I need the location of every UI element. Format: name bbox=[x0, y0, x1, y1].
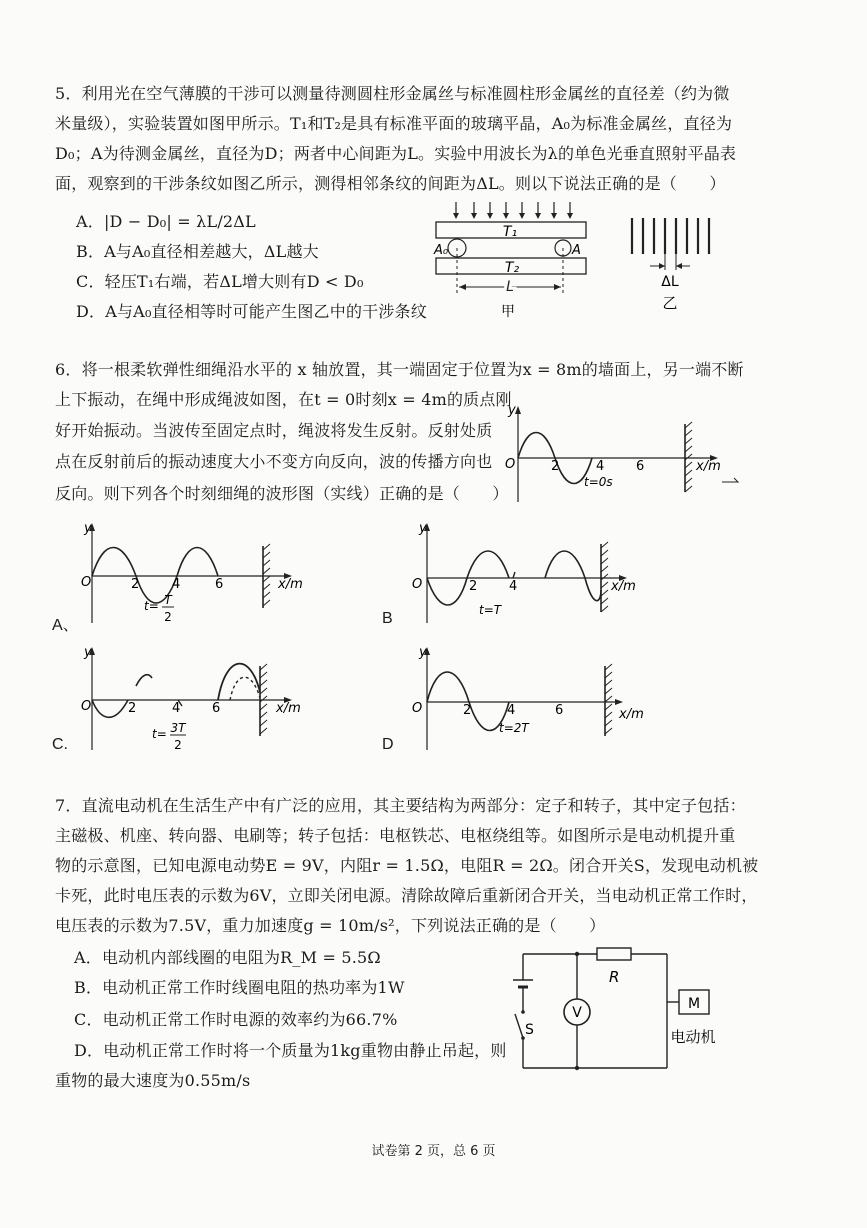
origin-label: O bbox=[505, 457, 516, 472]
tick-label: 2 bbox=[551, 459, 560, 474]
wave-curve bbox=[427, 672, 509, 731]
q5-stem-line: D₀；A为待测金属丝，直径为D；两者中心间距为L。实验中用波长为λ的单色光垂直照射平晶表 bbox=[55, 144, 737, 163]
q6-stem-line: 6．将一根柔软弹性细绳沿水平的 x 轴放置，其一端固定于位置为x = 8m的墙面上，另一端不断 bbox=[55, 360, 744, 379]
tick-label: 2 bbox=[128, 701, 137, 716]
time-numerator: T bbox=[164, 593, 172, 607]
wave-graph-option-a bbox=[80, 518, 310, 628]
x-axis-label: x/m bbox=[619, 707, 644, 722]
circuit-wires bbox=[523, 954, 679, 1068]
q7-option-c: C．电动机正常工作时电源的效率约为66.7% bbox=[74, 1010, 398, 1029]
time-label: t=0s bbox=[584, 475, 613, 489]
wave-graph-option-b bbox=[405, 518, 655, 628]
q5-option-d: D．A与A₀直径相等时可能产生图乙中的干涉条纹 bbox=[76, 302, 427, 321]
q7-option-d-cont: 重物的最大速度为0.55m/s bbox=[55, 1071, 251, 1090]
origin-label: O bbox=[81, 699, 92, 714]
option-d-label: D bbox=[382, 736, 394, 753]
y-axis-label: y bbox=[84, 645, 92, 660]
time-label: t=T bbox=[479, 603, 502, 617]
q6-stem-line: 上下振动，在绳中形成绳波如图，在t = 0时刻x = 4m的质点刚 bbox=[55, 390, 512, 409]
wave-curve bbox=[92, 700, 128, 717]
motor-symbol-label: M bbox=[687, 996, 701, 1012]
q7-stem-line: 电压表的示数为7.5V，重力加速度g = 10m/s²，下列说法正确的是（ ） bbox=[55, 916, 606, 935]
wall-hatching bbox=[685, 422, 692, 492]
tick-label: 4 bbox=[596, 459, 605, 474]
time-numerator: 3T bbox=[170, 721, 186, 735]
label-t1: T₁ bbox=[502, 224, 518, 240]
q7-option-d: D．电动机正常工作时将一个质量为1kg重物由静止吊起，则 bbox=[74, 1041, 507, 1060]
q6-stem-line: 点在反射前后的振动速度大小不变方向反向，波的传播方向也 bbox=[55, 452, 493, 471]
switch-label: S bbox=[525, 1022, 534, 1038]
tick-label: 6 bbox=[212, 701, 221, 716]
q7-stem-line: 卡死，此时电压表的示数为6V，立即关闭电源。清除故障后重新闭合开关，当电动机正常工作时， bbox=[55, 886, 758, 905]
q5-stem-line: 5．利用光在空气薄膜的干涉可以测量待测圆柱形金属丝与标准圆柱形金属丝的直径差（约为微 bbox=[55, 84, 730, 103]
tick-label: 2 bbox=[463, 703, 472, 718]
tick-label: 4 bbox=[172, 701, 181, 716]
page-footer: 试卷第 2 页，总 6 页 bbox=[371, 1144, 496, 1159]
y-axis-label: y bbox=[419, 645, 427, 660]
time-denominator: 2 bbox=[164, 610, 172, 624]
label-a0: A₀ bbox=[434, 243, 449, 258]
q7-option-a: A．电动机内部线圈的电阻为R_M = 5.5Ω bbox=[74, 948, 381, 967]
resistor-r bbox=[597, 948, 631, 960]
q5-stem-line: 面，观察到的干涉条纹如图乙所示，测得相邻条纹的间距为ΔL。则以下说法正确的是（ ） bbox=[55, 174, 726, 193]
q7-option-b: B．电动机正常工作时线圈电阻的热功率为1W bbox=[74, 978, 405, 997]
tick-label: 4 bbox=[509, 579, 518, 594]
origin-label: O bbox=[81, 575, 92, 590]
voltmeter-label: V bbox=[572, 1005, 582, 1021]
tick-label: 6 bbox=[555, 703, 564, 718]
motor-label: 电动机 bbox=[670, 1028, 716, 1046]
q6-stem-line: 反向。则下列各个时刻细绳的波形图（实线）正确的是（ ） bbox=[55, 484, 509, 503]
tick-label: 6 bbox=[215, 577, 224, 592]
q7-stem-line: 物的示意图，已知电源电动势E = 9V，内阻r = 1.5Ω，电阻R = 2Ω。闭合开关S，发现电动机被 bbox=[55, 856, 759, 875]
q7-stem-line: 7．直流电动机在生活生产中有广泛的应用，其主要结构为两部分：定子和转子，其中定子包括： bbox=[55, 796, 746, 815]
q7-stem-line: 主磁极、机座、转向器、电刷等；转子包括：电枢铁芯、电枢绕组等。如图所示是电动机提升重 bbox=[55, 826, 736, 845]
y-axis-label: y bbox=[84, 521, 92, 536]
x-axis-label: x/m bbox=[696, 459, 721, 474]
y-axis-label: y bbox=[508, 403, 516, 418]
x-axis-label: x/m bbox=[276, 701, 301, 716]
option-a-label: A、 bbox=[52, 617, 79, 634]
figure-jia-caption: 甲 bbox=[501, 304, 515, 320]
q5-stem-line: 米量级），实验装置如图甲所示。T₁和T₂是具有标准平面的玻璃平晶，A₀为标准金属丝，直径为 bbox=[55, 114, 733, 133]
label-delta-l: ΔL bbox=[661, 274, 679, 290]
figure-yi-caption: 乙 bbox=[662, 294, 678, 312]
wave-graph-t0 bbox=[500, 402, 745, 507]
time-label: t=2T bbox=[499, 721, 529, 735]
wave-graph-option-d bbox=[405, 640, 655, 755]
fringe-lines bbox=[632, 218, 709, 254]
q6-stem-line: 好开始振动。当波传至固定点时，绳波将发生反射。反射处质 bbox=[55, 421, 493, 440]
wave-graph-option-c bbox=[80, 640, 310, 755]
interference-fringes-diagram bbox=[622, 214, 722, 314]
label-l: L bbox=[506, 279, 514, 295]
tick-label: 2 bbox=[469, 579, 478, 594]
label-a: A bbox=[572, 243, 581, 258]
x-axis-label: x/m bbox=[278, 577, 303, 592]
y-axis-label: y bbox=[419, 521, 427, 536]
tick-label: 6 bbox=[636, 459, 645, 474]
tick-label: 4 bbox=[507, 703, 516, 718]
wave-curve bbox=[92, 548, 218, 604]
option-c-label: C. bbox=[52, 736, 68, 753]
label-t2: T₂ bbox=[504, 260, 520, 276]
tick-label: 2 bbox=[131, 577, 140, 592]
q5-option-b: B．A与A₀直径相差越大，ΔL越大 bbox=[76, 242, 319, 261]
interference-apparatus-diagram bbox=[430, 196, 595, 326]
resistor-label: R bbox=[609, 968, 620, 986]
time-prefix: t= bbox=[144, 599, 159, 613]
q5-option-a: A．|D − D₀| = λL/2ΔL bbox=[76, 212, 256, 231]
time-denominator: 2 bbox=[174, 738, 182, 752]
q5-option-c: C．轻压T₁右端，若ΔL增大则有D < D₀ bbox=[76, 272, 364, 291]
origin-label: O bbox=[412, 701, 423, 716]
time-prefix: t= bbox=[152, 727, 167, 741]
option-b-label: B bbox=[382, 610, 393, 627]
origin-label: O bbox=[412, 577, 423, 592]
x-axis-label: x/m bbox=[611, 579, 636, 594]
motor-circuit-diagram bbox=[505, 942, 725, 1074]
tick-label: 4 bbox=[172, 577, 181, 592]
switch-blade bbox=[515, 1014, 523, 1038]
